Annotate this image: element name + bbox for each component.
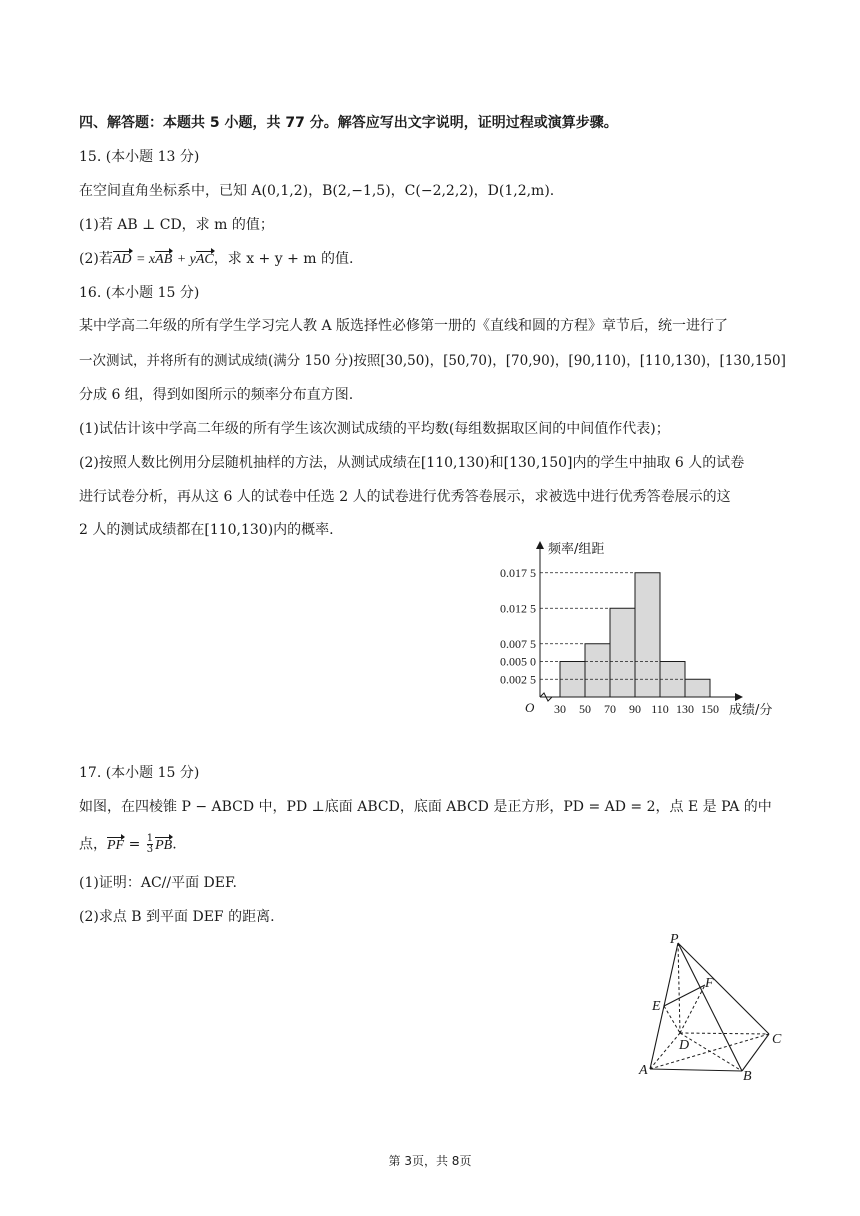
q16-stem-line2: 一次测试，并将所有的测试成绩(满分 150 分)按照[30,50)，[50,70)，[70,90)，[90,110)，[110,130)，[130,150] — [79, 353, 786, 369]
q17-part1: (1)证明：AC//平面 DEF. — [79, 875, 237, 891]
origin-label: O — [525, 700, 535, 715]
q16-part1: (1)试估计该中学高二年级的所有学生该次测试成绩的平均数(每组数据取区间的中间值作代表)； — [79, 421, 670, 437]
edge-ab — [650, 1069, 742, 1071]
y-axis-arrow — [536, 541, 544, 549]
histogram-bar — [685, 679, 710, 697]
edge-bc — [742, 1034, 769, 1071]
q17-stem-line1: 如图，在四棱锥 P − ABCD 中，PD ⊥底面 ABCD，底面 ABCD 是正方形，PD = AD = 2，点 E 是 PA 的中 — [79, 799, 772, 815]
vertex-label-e: E — [652, 999, 661, 1014]
pyramid-figure — [630, 925, 790, 1085]
vector-ad: AD — [113, 250, 132, 270]
histogram-bar — [610, 608, 635, 697]
q16-part2-line2: 进行试卷分析，再从这 6 人的试卷中任选 2 人的试卷进行优秀答卷展示，求被选中进行优秀答卷展示的这 — [79, 489, 731, 505]
q15-stem: 在空间直角坐标系中，已知 A(0,1,2)，B(2,−1,5)，C(−2,2,2)，D(1,2,m). — [79, 183, 555, 199]
q17-stem-line2 — [79, 834, 177, 856]
edge-pd — [678, 943, 680, 1033]
x-axis-arrow — [735, 693, 743, 701]
segment-ef — [664, 985, 705, 1006]
q17-stem-eq: = — [128, 836, 141, 853]
vertex-label-f: F — [705, 976, 714, 991]
y-tick-label: 0.017 5 — [500, 565, 536, 580]
vector-ab: AB — [155, 250, 172, 270]
vector-pf: PF — [107, 836, 124, 856]
q15-part2-prefix: (2)若 — [79, 251, 113, 267]
q15-part2-suffix: ，求 x + y + m 的值. — [213, 251, 354, 267]
vector-ac: AC — [196, 250, 214, 270]
y-tick-label: 0.012 5 — [500, 601, 536, 616]
q17-header: 17. (本小题 15 分) — [79, 765, 200, 781]
segment-df — [680, 985, 705, 1033]
segment-de — [664, 1006, 680, 1033]
vertex-label-c: C — [772, 1032, 782, 1047]
q17-stem-suffix: . — [172, 836, 177, 853]
q17-part2: (2)求点 B 到平面 DEF 的距离. — [79, 909, 275, 925]
vector-pb: PB — [155, 836, 172, 856]
fraction-one-third — [147, 834, 153, 855]
y-axis-label: 频率/组距 — [548, 542, 605, 557]
q15-part2-plus: + y — [176, 252, 196, 267]
x-tick-label: 110 — [651, 702, 669, 716]
vertex-label-a: A — [639, 1063, 648, 1078]
y-tick-label: 0.002 5 — [500, 672, 536, 687]
x-tick-label: 130 — [676, 702, 694, 716]
y-tick-label: 0.007 5 — [500, 636, 536, 651]
q16-header: 16. (本小题 15 分) — [79, 285, 200, 301]
frequency-histogram — [470, 535, 800, 725]
q16-part2-line3: 2 人的测试成绩都在[110,130)内的概率. — [79, 522, 334, 538]
q15-part2-eq: = x — [135, 252, 156, 267]
edge-pc — [678, 943, 769, 1034]
x-tick-label: 70 — [604, 702, 616, 716]
q17-stem-prefix: 点， — [79, 836, 107, 853]
q16-stem-line3: 分成 6 组，得到如图所示的频率分布直方图. — [79, 387, 354, 403]
q15-header: 15. (本小题 13 分) — [79, 149, 200, 165]
x-tick-label: 90 — [629, 702, 641, 716]
q16-stem-line1: 某中学高二年级的所有学生学习完人教 A 版选择性必修第一册的《直线和圆的方程》章节后，统一进行了 — [79, 318, 729, 334]
vertex-label-p: P — [670, 932, 679, 947]
y-tick-label: 0.005 0 — [500, 654, 536, 669]
histogram-bar — [585, 644, 610, 697]
vertex-label-d: D — [679, 1038, 690, 1053]
x-tick-label: 50 — [579, 702, 591, 716]
q15-part1: (1)若 AB ⊥ CD，求 m 的值； — [79, 217, 274, 233]
q16-part2-line1: (2)按照人数比例用分层随机抽样的方法，从测试成绩在[110,130)和[130,150]内的学生中抽取 6 人的试卷 — [79, 455, 745, 471]
histogram-bar — [635, 573, 660, 697]
fraction-denominator: 3 — [146, 844, 154, 855]
x-tick-label: 30 — [554, 702, 566, 716]
vertex-label-b: B — [743, 1069, 752, 1084]
fraction-numerator: 1 — [146, 833, 154, 844]
q15-part2 — [79, 249, 353, 270]
section-heading: 四、解答题：本题共 5 小题，共 77 分。解答应写出文字说明，证明过程或演算步骤。 — [79, 115, 618, 131]
page-footer: 第 3页，共 8页 — [388, 1154, 472, 1168]
x-tick-label: 150 — [701, 702, 719, 716]
edge-dc — [680, 1033, 769, 1034]
x-axis-label: 成绩/分 — [729, 703, 773, 718]
